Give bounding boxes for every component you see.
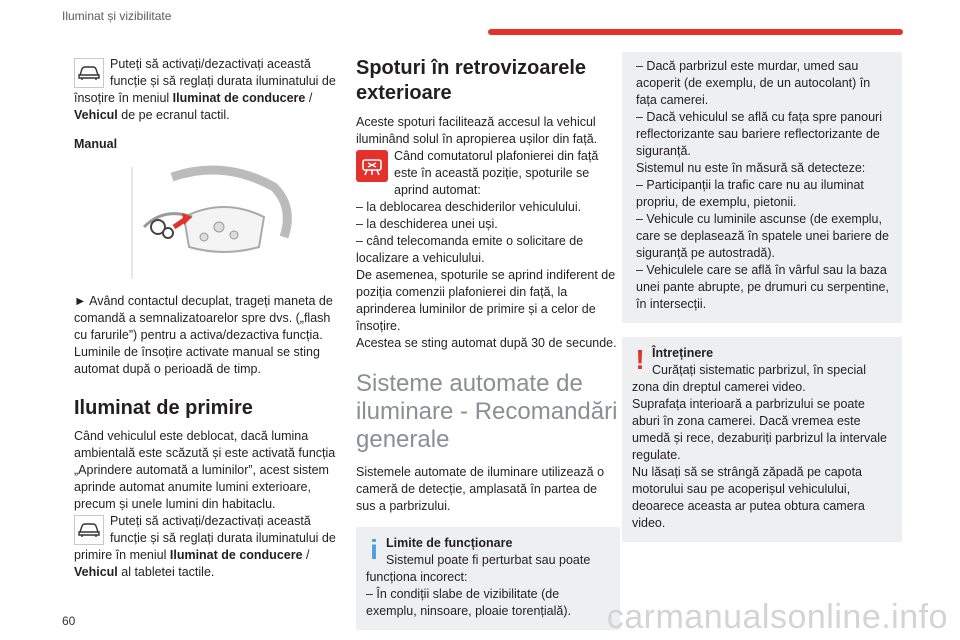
- info-icon: i: [370, 534, 378, 565]
- warning-text: Suprafața interioară a parbrizului se poate aburi în zona camerei. Dacă vremea este umedă și rece, dezaburiți parbrizul la intervale regulate.: [632, 397, 887, 462]
- paragraph-auto-lighting-camera: Sistemele automate de iluminare utilizează o cameră de detecție, amplasată în partea de sus a parbrizului.: [356, 465, 605, 513]
- section-heading-mirror-spotlights: Spoturi în retrovizoarele exterioare: [356, 57, 587, 104]
- car-outline-icon: [74, 515, 104, 545]
- column-middle: [356, 56, 620, 630]
- section-heading-auto-lighting: Sisteme automate de iluminare - Recomandări generale: [356, 370, 618, 453]
- manual-heading: Manual: [74, 137, 118, 151]
- warning-maintenance: [622, 337, 902, 542]
- list-item: – Dacă vehiculul se află cu fața spre panouri reflectorizante sau bariere reflectorizante de siguranță.: [636, 110, 882, 158]
- list-item: Sistemul nu este în măsură să detecteze:: [636, 161, 866, 175]
- watermark: carmanualsonline.info: [606, 598, 948, 636]
- paragraph-spotlights-intro: Aceste spoturi facilitează accesul la vehicul iluminând solul în apropierea ușilor din față.: [356, 115, 598, 146]
- paragraph-spotlights-also: De asemenea, spoturile se aprind indiferent de poziția comenzii plafonierei din față, la aprinderea luminilor de primire și a celor de însoțire.: [356, 268, 616, 333]
- section-heading-welcome-lighting: Iluminat de primire: [74, 397, 253, 419]
- warning-title: Întreținere: [652, 346, 714, 360]
- list-item: – Vehicule cu luminile ascunse (de exemplu, care se deplasează în spatele unei bariere de siguranță pe autostradă).: [636, 212, 889, 260]
- car-outline-icon: [74, 58, 104, 88]
- list-item: – la deblocarea deschiderilor vehiculului.: [356, 200, 582, 214]
- note-limits-continued: [622, 52, 902, 323]
- ceiling-light-icon: [356, 150, 388, 182]
- note-operating-limits: [356, 527, 620, 630]
- list-item: – la deschiderea unei uși.: [356, 217, 498, 231]
- column-left: [74, 56, 344, 581]
- list-item: – Participanții la trafic care nu au iluminat propriu, de exemplu, pietonii.: [636, 178, 864, 209]
- warning-text: Curățați sistematic parbrizul, în special zona din dreptul camerei video.: [632, 363, 866, 394]
- list-item: – când telecomanda emite o solicitare de localizare a vehiculului.: [356, 234, 584, 265]
- page-number: 60: [62, 614, 76, 628]
- paragraph-spotlights-switch: Când comutatorul plafonierei din față este în această poziție, spoturile se aprind automat:: [356, 148, 620, 199]
- spotlight-conditions-list: [356, 199, 620, 267]
- header-title: Iluminat și vizibilitate: [62, 9, 172, 23]
- warning-icon: !: [635, 344, 645, 375]
- paragraph-auto-off: Luminile de însoțire activate manual se sting automat după o perioadă de timp.: [74, 345, 320, 376]
- list-item: – Vehiculele care se află în vârful sau la baza unei pante abrupte, pe drumuri cu serpentine, în intersecții.: [636, 263, 889, 311]
- note-title: Limite de funcționare: [386, 536, 513, 550]
- paragraph-flash-instruction: ► Având contactul decuplat, trageți maneta de comandă a semnalizatoarelor spre dvs. („flash cu farurile”) pentru a activa/dezactiva funcția.: [74, 294, 333, 342]
- list-item: – Dacă parbrizul este murdar, umed sau acoperit (de exemplu, de un autocolant) în fața camerei.: [636, 59, 871, 107]
- warning-text: Nu lăsați să se strângă zăpadă pe capota motorului sau pe acoperișul vehiculului, deoarece aceasta ar putea obtura camera video.: [632, 465, 865, 530]
- header-accent-bar: [488, 29, 903, 35]
- paragraph-welcome-setting: Puteți să activați/dezactivați această funcție și să reglați durata iluminatului de primire în meniul Iluminat de conducere / Vehicul al tabletei tactile.: [74, 514, 336, 579]
- paragraph-spotlights-timeout: Acestea se sting automat după 30 de secunde.: [356, 336, 617, 350]
- paragraph-welcome-description: Când vehiculul este deblocat, dacă lumina ambientală este scăzută și este activată funcția „Aprindere automată a luminilor”, acest sistem aprinde automat anumite lumini exterioare, precum și unele lumini din habitaclu.: [74, 429, 336, 511]
- note-text: Sistemul poate fi perturbat sau poate funcționa incorect:: [366, 553, 591, 584]
- note-text: – În condiții slabe de vizibilitate (de exemplu, ninsoare, ploaie torențială).: [366, 587, 571, 618]
- steering-wheel-stalk-figure: [74, 157, 344, 289]
- column-right: [622, 52, 902, 542]
- paragraph-driving-lights-setting: Puteți să activați/dezactivați această funcție și să reglați durata iluminatului de însoțire în meniul Iluminat de conducere / Vehicul de pe ecranul tactil.: [74, 57, 336, 122]
